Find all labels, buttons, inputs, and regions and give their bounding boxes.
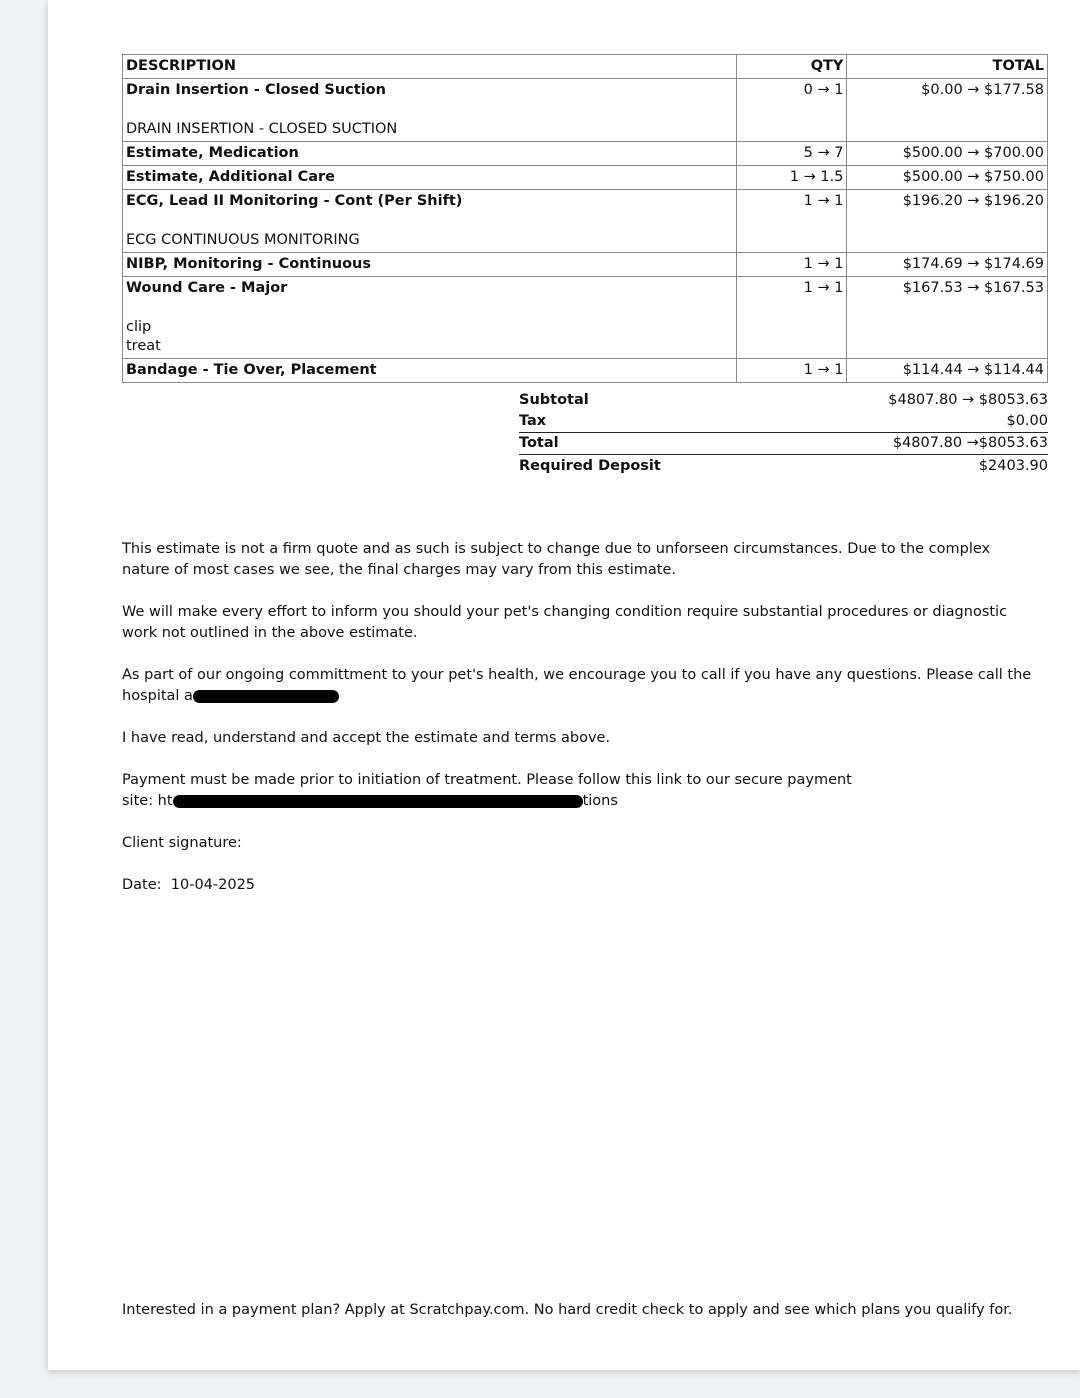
note-total-cell: [847, 300, 1048, 359]
note-total-cell: [847, 213, 1048, 253]
item-note: ECG CONTINUOUS MONITORING: [126, 232, 360, 248]
note-qty-cell: [736, 300, 847, 359]
total-label: Total: [519, 435, 559, 451]
subtotal-value: $4807.80 → $8053.63: [888, 392, 1048, 408]
item-description: Estimate, Medication: [123, 142, 737, 166]
payment-line-2-end: tions: [582, 793, 618, 809]
item-qty: 0 → 1: [736, 79, 847, 103]
item-notes: [123, 300, 737, 359]
payment-plan-footer: Interested in a payment plan? Apply at Scratchpay.com. No hard credit check to apply and see which plans you qualify for.: [122, 1302, 1013, 1318]
table-note-row: [123, 102, 1048, 142]
item-notes: [123, 102, 737, 142]
item-notes: [123, 213, 737, 253]
item-total: $196.20 → $196.20: [847, 190, 1048, 214]
document-page: [48, 0, 1080, 1370]
date-value: 10-04-2025: [170, 877, 256, 893]
deposit-row: [519, 456, 1048, 477]
item-qty: 5 → 7: [736, 142, 847, 166]
note-qty-cell: [736, 213, 847, 253]
item-description: Bandage - Tie Over, Placement: [123, 359, 737, 383]
note-total-cell: [847, 102, 1048, 142]
table-row: [123, 166, 1048, 190]
deposit-label: Required Deposit: [519, 458, 661, 474]
item-total: $0.00 → $177.58: [847, 79, 1048, 103]
contact-line-2: hospital a: [122, 688, 193, 704]
table-row: [123, 142, 1048, 166]
subtotal-row: [519, 390, 1048, 411]
table-row: [123, 190, 1048, 214]
redacted-phone: [193, 690, 339, 703]
tax-row: [519, 411, 1048, 432]
item-total: $167.53 → $167.53: [847, 277, 1048, 301]
item-qty: 1 → 1: [736, 253, 847, 277]
table-row: [123, 359, 1048, 383]
table-note-row: [123, 213, 1048, 253]
item-total: $174.69 → $174.69: [847, 253, 1048, 277]
payment-line-1: Payment must be made prior to initiation of treatment. Please follow this link to our secure payment: [122, 772, 852, 788]
item-description: Wound Care - Major: [123, 277, 737, 301]
item-qty: 1 → 1: [736, 359, 847, 383]
table-header-row: [123, 55, 1048, 79]
table-row: [123, 79, 1048, 103]
estimate-table-wrapper: [122, 54, 1048, 383]
date-line: [122, 875, 1042, 896]
table-note-row: [123, 300, 1048, 359]
payment-line-2-start: site: ht: [122, 793, 173, 809]
header-total: TOTAL: [847, 55, 1048, 79]
terms-paragraph-inform: We will make every effort to inform you should your pet's changing condition require substantial procedures or diagnostic work not outlined in the above estimate.: [122, 604, 1008, 641]
contact-line-1: As part of our ongoing committment to your pet's health, we encourage you to call if you have any questions. Please call the: [122, 667, 1032, 683]
total-row: [519, 432, 1048, 455]
item-description: Estimate, Additional Care: [123, 166, 737, 190]
item-qty: 1 → 1: [736, 277, 847, 301]
header-qty: QTY: [736, 55, 847, 79]
subtotal-label: Subtotal: [519, 392, 589, 408]
item-description: Drain Insertion - Closed Suction: [123, 79, 737, 103]
table-body: [123, 79, 1048, 383]
redacted-payment-link[interactable]: [173, 795, 583, 808]
item-description: ECG, Lead II Monitoring - Cont (Per Shift): [123, 190, 737, 214]
terms-paragraph-accept: I have read, understand and accept the estimate and terms above.: [122, 730, 611, 746]
item-total: $500.00 → $750.00: [847, 166, 1048, 190]
item-total: $114.44 → $114.44: [847, 359, 1048, 383]
terms-paragraph-payment: [122, 770, 1042, 812]
tax-value: $0.00: [1006, 413, 1048, 429]
tax-label: Tax: [519, 413, 547, 429]
item-note: DRAIN INSERTION - CLOSED SUCTION: [126, 121, 398, 137]
note-qty-cell: [736, 102, 847, 142]
terms-paragraph-quote: This estimate is not a firm quote and as such is subject to change due to unforseen circumstances. Due to the complex nature of most cases we see, the final charges may vary from this estimate.: [122, 541, 991, 578]
terms-paragraph-contact: [122, 665, 1042, 707]
item-total: $500.00 → $700.00: [847, 142, 1048, 166]
deposit-value: $2403.90: [978, 458, 1048, 474]
item-description: NIBP, Monitoring - Continuous: [123, 253, 737, 277]
header-description: DESCRIPTION: [123, 55, 737, 79]
terms-section: [122, 539, 1042, 917]
estimate-table: [122, 54, 1048, 383]
date-label: Date:: [122, 877, 162, 893]
item-note: treat: [126, 338, 161, 354]
table-row: [123, 277, 1048, 301]
item-qty: 1 → 1.5: [736, 166, 847, 190]
item-qty: 1 → 1: [736, 190, 847, 214]
client-signature-label: Client signature:: [122, 835, 242, 851]
table-row: [123, 253, 1048, 277]
estimate-summary: [519, 390, 1048, 477]
item-note: clip: [126, 319, 152, 335]
total-value: $4807.80 →$8053.63: [892, 435, 1048, 451]
